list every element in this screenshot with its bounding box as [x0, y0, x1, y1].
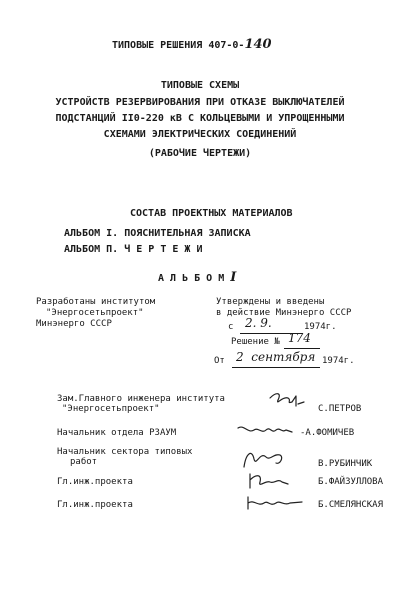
contents-item-2: АЛЬБОМ П. Ч Е Р Т Е Ж И: [64, 244, 203, 255]
document-code: [112, 37, 272, 52]
decision-prefix: Решение №: [231, 337, 280, 347]
approved-date-written: 2. 9.: [245, 316, 272, 330]
signature-4-icon: [246, 470, 292, 492]
approved-line-2: в действие Минэнерго СССР: [216, 308, 352, 318]
contents-item-1: АЛЬБОМ I. ПОЯСНИТЕЛЬНАЯ ЗАПИСКА: [64, 228, 251, 239]
signatory-4-name: Б.ФАЙЗУЛЛОВА: [318, 477, 384, 487]
document-code-number: 140: [244, 37, 272, 52]
signatory-3-title-line-1: Начальник сектора типовых: [57, 447, 193, 457]
contents-heading: СОСТАВ ПРОЕКТНЫХ МАТЕРИАЛОВ: [130, 208, 293, 219]
signatory-2-title-line-1: Начальник отдела РЗАУМ: [57, 428, 177, 438]
decision-number: 174: [288, 331, 311, 345]
signatory-3-title-line-2: работ: [70, 457, 98, 467]
from-prefix: От: [214, 356, 225, 366]
signatory-1-title-line-1: Зам.Главного инженера института: [57, 394, 225, 404]
signatory-2-name: -А.ФОМИЧЕВ: [300, 428, 355, 438]
signatory-1-title-line-2: "Энергосетьпроект": [62, 404, 160, 414]
developed-line-2: "Энергосетьпроект": [46, 308, 144, 318]
signature-1-icon: [268, 390, 308, 412]
signatory-3-name: В.РУБИНЧИК: [318, 459, 373, 469]
album-number: I: [230, 270, 237, 285]
title-line-4: СХЕМАМИ ЭЛЕКТРИЧЕСКИХ СОЕДИНЕНИЙ: [103, 129, 297, 140]
signatory-5-title-line-1: Гл.инж.проекта: [57, 500, 133, 510]
approved-line-1: Утверждены и введены: [216, 297, 325, 307]
signatory-5-name: Б.СМЕЛЯНСКАЯ: [318, 500, 384, 510]
album-label-text: А Л Ь Б О М: [158, 273, 225, 284]
developed-line-3: Минэнерго СССР: [36, 319, 112, 329]
album-label: [158, 270, 236, 285]
signatory-1-name: С.ПЕТРОВ: [318, 404, 362, 414]
from-written: 2 сентября: [236, 350, 316, 364]
approved-date-prefix: с: [228, 322, 234, 332]
from-suffix: 1974г.: [322, 356, 355, 366]
document-code-prefix: ТИПОВЫЕ РЕШЕНИЯ 407-0-: [112, 40, 245, 51]
signature-3-icon: [240, 447, 288, 471]
title-line-3: ПОДСТАНЦИЙ II0-220 кВ С КОЛЬЦЕВЫМИ И УПРОЩЕННЫМИ: [55, 113, 345, 124]
signatory-4-title-line-1: Гл.инж.проекта: [57, 477, 133, 487]
developed-line-1: Разработаны институтом: [36, 297, 156, 307]
decision-underline: [284, 348, 320, 349]
approved-date-suffix: 1974г.: [304, 322, 337, 332]
from-underline: [232, 367, 320, 368]
title-line-2: УСТРОЙСТВ РЕЗЕРВИРОВАНИЯ ПРИ ОТКАЗЕ ВЫКЛЮЧАТЕЛЕЙ: [55, 97, 345, 108]
signature-2-icon: [236, 422, 298, 440]
title-line-1: ТИПОВЫЕ СХЕМЫ: [160, 80, 240, 91]
signature-5-icon: [244, 493, 306, 513]
title-line-5: (РАБОЧИЕ ЧЕРТЕЖИ): [148, 148, 252, 159]
